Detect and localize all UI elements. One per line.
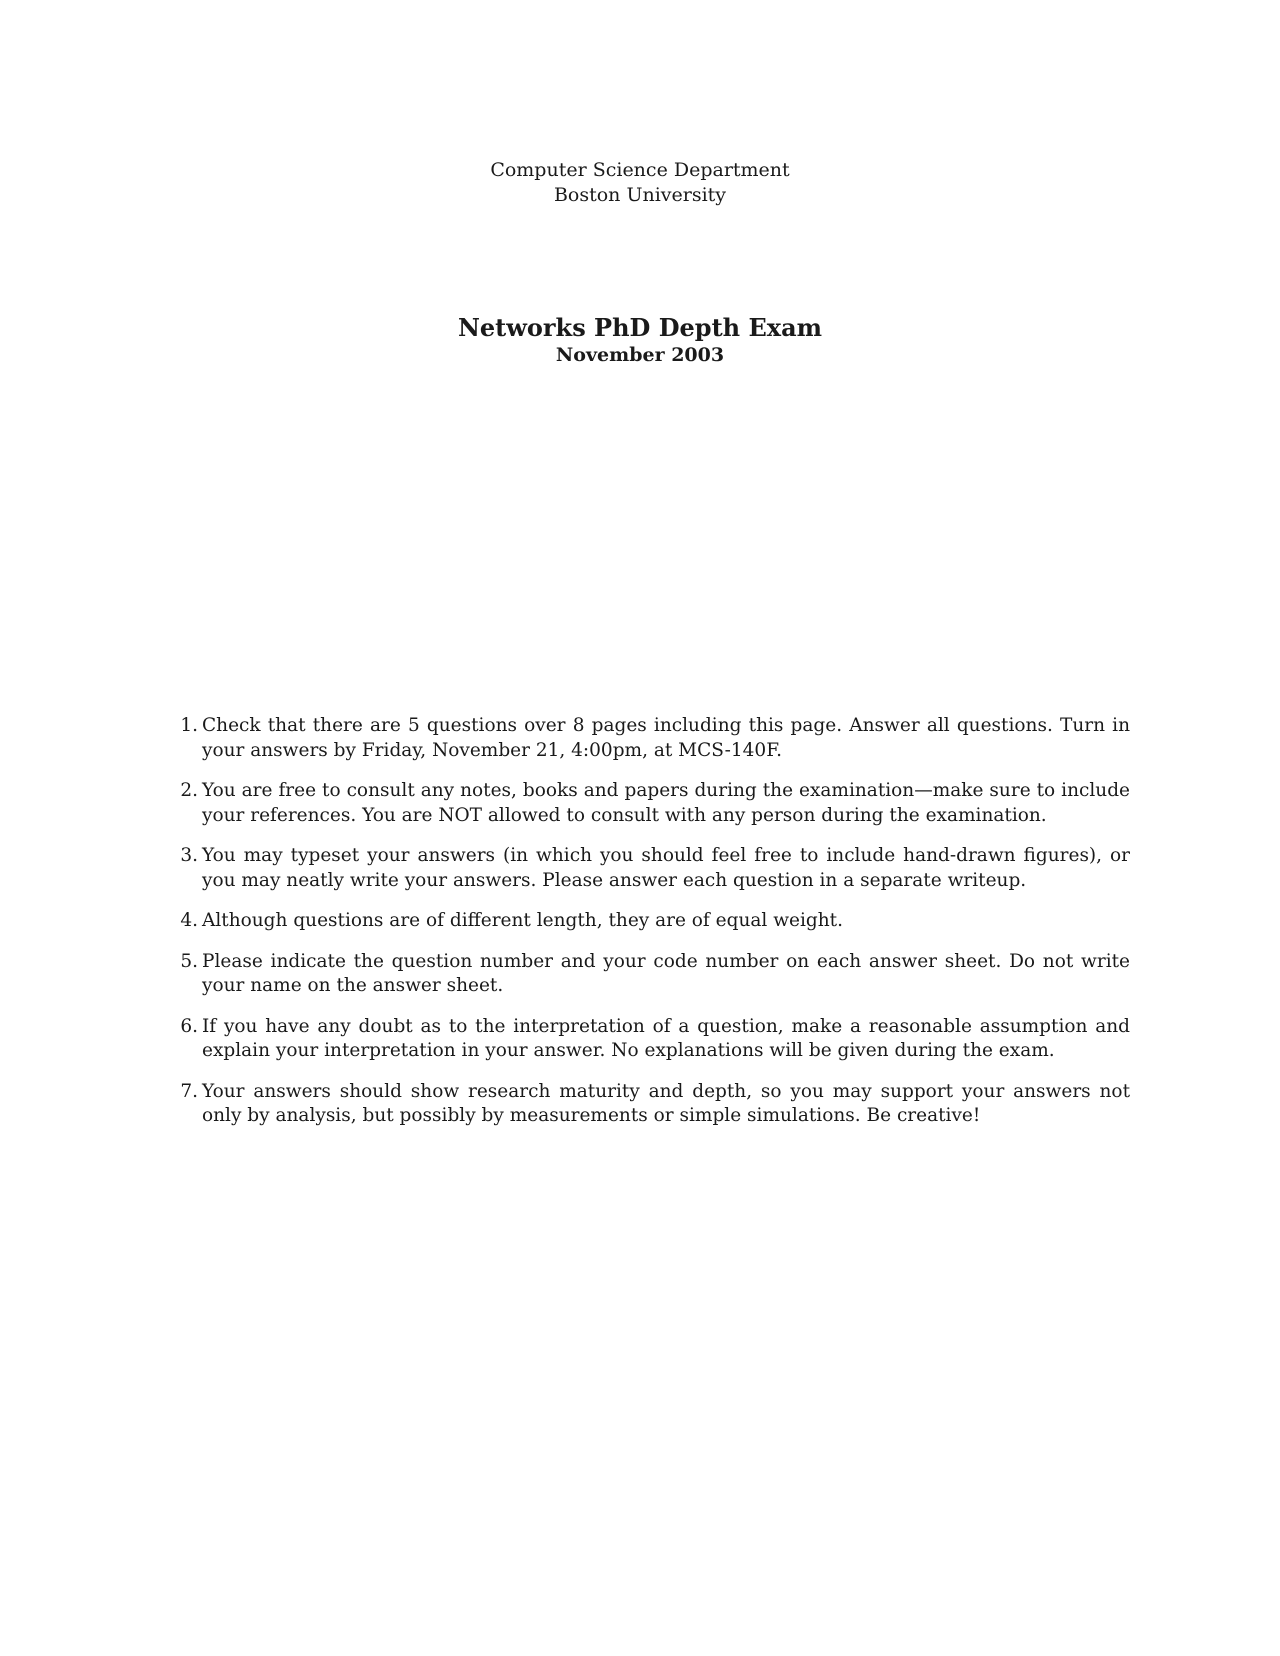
instruction-number: 2. <box>180 780 198 801</box>
instruction-item <box>170 1080 1130 1129</box>
instruction-number: 7. <box>180 1080 198 1102</box>
instruction-text: Please indicate the question number and your code number on each answer sheet. Do not write your name on the answer sheet. <box>202 950 1130 996</box>
instructions-list <box>170 714 1130 1145</box>
exam-date: November 2003 <box>555 344 725 366</box>
department-name: Computer Science Department <box>490 159 790 181</box>
institution-header <box>0 158 1280 208</box>
instruction-item <box>170 779 1130 828</box>
instruction-text: Check that there are 5 questions over 8 pages including this page. Answer all questions. Turn in your answers by Friday, November 21, 4:00pm, at MCS-140F. <box>202 715 1130 761</box>
instruction-text: You are free to consult any notes, books and papers during the examination—make sure to include your references. You are NOT allowed to consult with any person during the examination. <box>202 780 1130 826</box>
instruction-item <box>170 714 1130 763</box>
instruction-text: If you have any doubt as to the interpretation of a question, make a reasonable assumption and explain your interpretation in your answer. No explanations will be given during the exam. <box>202 1015 1130 1061</box>
instruction-number: 4. <box>180 910 198 931</box>
exam-title-block <box>0 313 1280 367</box>
exam-title: Networks PhD Depth Exam <box>457 313 823 342</box>
instruction-text: Although questions are of different length, they are of equal weight. <box>202 910 843 931</box>
instruction-item <box>170 909 1130 934</box>
instruction-number: 1. <box>180 715 198 736</box>
instruction-item <box>170 844 1130 893</box>
instruction-text: You may typeset your answers (in which you should feel free to include hand-drawn figures), or you may neatly write your answers. Please answer each question in a separate writeup. <box>202 845 1130 891</box>
instruction-number: 5. <box>180 950 198 972</box>
instruction-text: Your answers should show research maturity and depth, so you may support your answers not only by analysis, but possibly by measurements or simple simulations. Be creative! <box>202 1080 1130 1126</box>
instruction-number: 6. <box>180 1015 198 1037</box>
instruction-item <box>170 950 1130 999</box>
instruction-number: 3. <box>180 845 198 866</box>
university-name: Boston University <box>553 184 727 206</box>
instruction-item <box>170 1015 1130 1064</box>
